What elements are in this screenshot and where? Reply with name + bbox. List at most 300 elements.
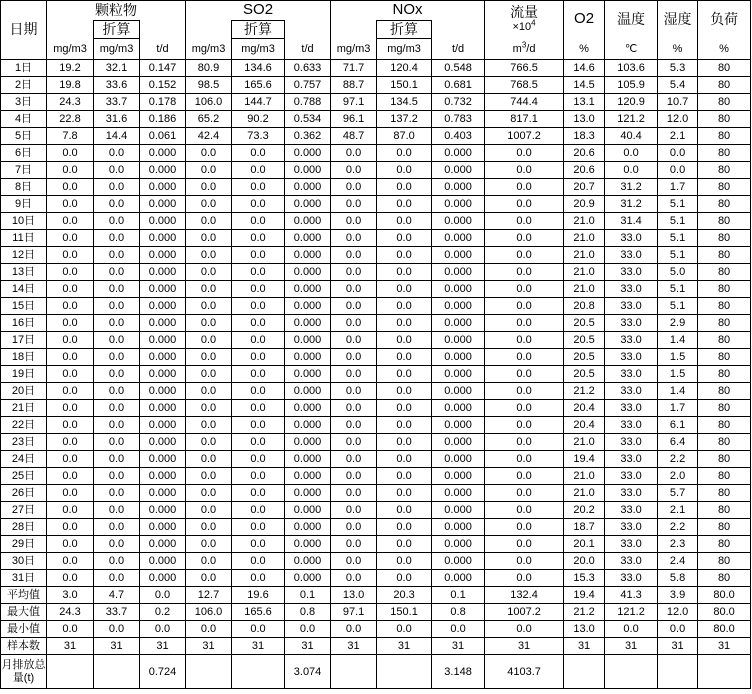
table-cell: 0.0	[485, 570, 564, 587]
table-cell: 0.000	[140, 468, 186, 485]
table-cell: 20.6	[564, 162, 605, 179]
table-cell: 0.0	[94, 145, 140, 162]
row-label: 31日	[1, 570, 47, 587]
table-cell: 0.0	[485, 366, 564, 383]
table-cell: 0.0	[94, 417, 140, 434]
table-cell: 0.000	[432, 281, 485, 298]
table-cell: 0.000	[285, 230, 331, 247]
table-cell: 80.0	[698, 621, 751, 638]
table-row	[1, 604, 751, 621]
table-cell: 0.0	[232, 485, 285, 502]
table-cell: 5.1	[658, 213, 698, 230]
table-cell: 0.0	[485, 553, 564, 570]
table-cell: 0.000	[285, 451, 331, 468]
table-cell: 0.0	[186, 332, 232, 349]
table-cell: 0.0	[485, 213, 564, 230]
table-cell: 80	[698, 332, 751, 349]
table-cell: 48.7	[331, 128, 377, 145]
table-cell: 21.0	[564, 281, 605, 298]
table-cell: 21.2	[564, 604, 605, 621]
table-cell: 0.0	[47, 162, 94, 179]
table-cell: 103.6	[605, 60, 658, 77]
table-row	[1, 570, 751, 587]
table-cell: 0.534	[285, 111, 331, 128]
table-cell: 120.9	[605, 94, 658, 111]
table-cell: 0.0	[485, 485, 564, 502]
table-cell: 24.3	[47, 94, 94, 111]
table-cell: 21.0	[564, 485, 605, 502]
table-cell: 0.000	[285, 519, 331, 536]
row-label: 平均值	[1, 587, 47, 604]
table-cell: 20.5	[564, 315, 605, 332]
table-cell: 20.5	[564, 332, 605, 349]
table-cell: 0.0	[331, 553, 377, 570]
table-cell: 0.000	[285, 315, 331, 332]
table-cell: 33.0	[605, 519, 658, 536]
table-cell: 0.0	[186, 349, 232, 366]
unit-particulate-converted-mgm3: mg/m3	[94, 39, 140, 60]
row-label: 29日	[1, 536, 47, 553]
table-cell: 24.3	[47, 604, 94, 621]
table-cell: 0.000	[285, 434, 331, 451]
table-cell: 0.0	[331, 281, 377, 298]
table-cell: 0.000	[285, 332, 331, 349]
table-cell: 0.0	[377, 264, 432, 281]
table-cell: 3.0	[47, 587, 94, 604]
monthly-total-nox: 3.148	[432, 655, 485, 689]
table-cell: 0.0	[186, 553, 232, 570]
table-cell: 132.4	[485, 587, 564, 604]
table-cell: 0.0	[377, 332, 432, 349]
table-cell: 33.0	[605, 264, 658, 281]
table-cell: 42.4	[186, 128, 232, 145]
table-cell: 0.757	[285, 77, 331, 94]
row-label: 30日	[1, 553, 47, 570]
table-cell: 0.0	[94, 298, 140, 315]
table-row	[1, 451, 751, 468]
table-cell: 0.0	[331, 383, 377, 400]
table-cell: 20.3	[377, 587, 432, 604]
table-cell: 0.0	[232, 196, 285, 213]
table-cell: 0.0	[186, 502, 232, 519]
row-label: 5日	[1, 128, 47, 145]
table-row	[1, 519, 751, 536]
table-row	[1, 94, 751, 111]
table-cell: 0.000	[432, 145, 485, 162]
table-cell: 0.000	[432, 417, 485, 434]
table-cell: 20.2	[564, 502, 605, 519]
table-cell: 0.000	[432, 553, 485, 570]
table-cell: 0.0	[232, 570, 285, 587]
table-cell: 0.000	[140, 179, 186, 196]
table-cell: 0.0	[47, 468, 94, 485]
table-cell: 0.0	[47, 400, 94, 417]
row-label: 22日	[1, 417, 47, 434]
row-label: 17日	[1, 332, 47, 349]
table-cell: 0.000	[140, 366, 186, 383]
table-cell: 0.0	[94, 451, 140, 468]
table-row	[1, 502, 751, 519]
table-cell: 18.7	[564, 519, 605, 536]
table-cell: 0.0	[331, 264, 377, 281]
table-cell: 0.0	[331, 536, 377, 553]
table-cell: 80	[698, 519, 751, 536]
table-cell: 31	[331, 638, 377, 655]
row-label: 24日	[1, 451, 47, 468]
table-cell: 33.0	[605, 468, 658, 485]
table-cell: 0.0	[94, 247, 140, 264]
table-row	[1, 298, 751, 315]
table-cell: 0.000	[432, 349, 485, 366]
table-row	[1, 264, 751, 281]
table-cell: 0.000	[140, 332, 186, 349]
row-label: 15日	[1, 298, 47, 315]
table-cell: 0.000	[140, 570, 186, 587]
table-cell: 0.0	[47, 485, 94, 502]
table-cell: 0.0	[485, 383, 564, 400]
table-cell: 5.1	[658, 247, 698, 264]
table-cell: 0.000	[140, 400, 186, 417]
table-cell: 0.0	[232, 434, 285, 451]
header-so2: SO2	[186, 1, 331, 21]
table-cell: 0.0	[94, 536, 140, 553]
table-cell: 0.000	[432, 264, 485, 281]
table-cell: 0.0	[331, 621, 377, 638]
unit-so2-mgm3: mg/m3	[186, 39, 232, 60]
table-cell: 0.0	[232, 519, 285, 536]
unit-nox-td: t/d	[432, 39, 485, 60]
table-cell: 31	[658, 638, 698, 655]
table-cell: 31.2	[605, 179, 658, 196]
table-cell: 0.0	[186, 485, 232, 502]
table-cell: 80	[698, 570, 751, 587]
table-cell: 0.000	[285, 536, 331, 553]
table-cell: 0.0	[47, 145, 94, 162]
table-cell: 0.000	[432, 213, 485, 230]
table-cell: 0.000	[285, 213, 331, 230]
table-cell: 0.000	[432, 451, 485, 468]
table-cell: 0.0	[331, 298, 377, 315]
table-cell: 80	[698, 502, 751, 519]
table-row	[1, 128, 751, 145]
table-cell: 0.0	[331, 451, 377, 468]
table-cell: 0.0	[377, 553, 432, 570]
table-cell: 21.0	[564, 264, 605, 281]
table-cell: 1.7	[658, 400, 698, 417]
table-cell: 0.0	[485, 400, 564, 417]
table-cell: 20.4	[564, 417, 605, 434]
table-cell: 0.000	[285, 366, 331, 383]
table-cell: 80.9	[186, 60, 232, 77]
table-cell: 96.1	[331, 111, 377, 128]
table-cell: 0.0	[186, 621, 232, 638]
table-cell: 0.0	[47, 553, 94, 570]
table-cell: 0.0	[47, 281, 94, 298]
table-cell: 0.0	[232, 145, 285, 162]
table-cell: 20.6	[564, 145, 605, 162]
table-cell: 1.4	[658, 383, 698, 400]
table-cell: 0.0	[186, 519, 232, 536]
table-cell: 5.1	[658, 298, 698, 315]
table-cell: 5.1	[658, 230, 698, 247]
table-cell: 0.0	[186, 247, 232, 264]
table-cell: 0.0	[186, 196, 232, 213]
table-cell: 0.0	[232, 179, 285, 196]
row-label: 19日	[1, 366, 47, 383]
table-cell: 0.061	[140, 128, 186, 145]
table-cell: 0.0	[186, 264, 232, 281]
table-cell: 0.0	[94, 349, 140, 366]
table-cell: 0.000	[140, 434, 186, 451]
table-cell: 80	[698, 247, 751, 264]
table-row	[1, 230, 751, 247]
table-cell: 0.0	[377, 417, 432, 434]
table-row	[1, 383, 751, 400]
row-label: 4日	[1, 111, 47, 128]
table-cell: 0.0	[47, 179, 94, 196]
table-cell: 0.0	[485, 247, 564, 264]
table-cell: 0.0	[186, 417, 232, 434]
table-cell: 80	[698, 162, 751, 179]
table-cell: 0.0	[232, 383, 285, 400]
row-label: 26日	[1, 485, 47, 502]
table-row	[1, 247, 751, 264]
table-cell: 80	[698, 536, 751, 553]
table-cell: 0.0	[186, 468, 232, 485]
table-header	[1, 1, 751, 60]
table-cell: 33.0	[605, 366, 658, 383]
table-cell: 80	[698, 77, 751, 94]
table-cell: 134.6	[232, 60, 285, 77]
row-label: 7日	[1, 162, 47, 179]
table-cell: 80	[698, 213, 751, 230]
table-cell: 0.000	[285, 400, 331, 417]
table-cell: 0.186	[140, 111, 186, 128]
table-cell: 31	[564, 638, 605, 655]
table-cell: 0.000	[432, 434, 485, 451]
monthly-total-flow: 4103.7	[485, 655, 564, 689]
table-cell: 88.7	[331, 77, 377, 94]
row-label: 14日	[1, 281, 47, 298]
table-cell: 13.0	[331, 587, 377, 604]
table-cell: 0.0	[186, 434, 232, 451]
row-label: 10日	[1, 213, 47, 230]
table-cell: 0.000	[285, 281, 331, 298]
table-cell: 33.0	[605, 451, 658, 468]
table-cell: 0.000	[140, 383, 186, 400]
table-row	[1, 366, 751, 383]
row-label: 25日	[1, 468, 47, 485]
table-cell: 31.2	[605, 196, 658, 213]
table-cell: 0.0	[186, 179, 232, 196]
table-cell: 0.0	[94, 315, 140, 332]
table-cell: 0.0	[232, 247, 285, 264]
table-cell: 31	[232, 638, 285, 655]
table-cell: 0.0	[186, 400, 232, 417]
table-cell: 0.0	[47, 230, 94, 247]
table-cell: 0.0	[485, 349, 564, 366]
table-cell: 0.000	[285, 145, 331, 162]
table-cell: 20.9	[564, 196, 605, 213]
table-cell: 80	[698, 434, 751, 451]
table-body	[1, 60, 751, 655]
table-cell: 98.5	[186, 77, 232, 94]
unit-so2-converted-mgm3: mg/m3	[232, 39, 285, 60]
header-particulate-converted: 折算	[94, 21, 140, 39]
table-cell: 0.403	[432, 128, 485, 145]
table-cell: 21.0	[564, 230, 605, 247]
table-cell: 768.5	[485, 77, 564, 94]
table-cell: 80	[698, 298, 751, 315]
table-cell: 0.000	[285, 417, 331, 434]
table-cell: 0.0	[94, 553, 140, 570]
table-cell: 0.0	[47, 349, 94, 366]
row-label: 样本数	[1, 638, 47, 655]
table-cell: 0.0	[232, 621, 285, 638]
table-cell: 31	[698, 638, 751, 655]
table-cell: 106.0	[186, 94, 232, 111]
table-cell: 0.0	[331, 417, 377, 434]
unit-nox-converted-mgm3: mg/m3	[377, 39, 432, 60]
table-cell: 0.0	[186, 383, 232, 400]
table-cell: 0.0	[658, 621, 698, 638]
table-cell: 33.0	[605, 383, 658, 400]
table-cell: 0.0	[331, 315, 377, 332]
table-cell: 0.0	[331, 332, 377, 349]
table-cell: 21.0	[564, 247, 605, 264]
row-label: 16日	[1, 315, 47, 332]
table-cell: 0.681	[432, 77, 485, 94]
table-cell: 0.0	[232, 553, 285, 570]
table-cell: 0.000	[140, 196, 186, 213]
table-cell: 31	[485, 638, 564, 655]
table-cell: 0.000	[140, 349, 186, 366]
table-cell: 0.000	[140, 519, 186, 536]
row-label: 12日	[1, 247, 47, 264]
table-cell: 0.147	[140, 60, 186, 77]
table-cell: 40.4	[605, 128, 658, 145]
table-cell: 0.0	[94, 434, 140, 451]
table-cell: 150.1	[377, 77, 432, 94]
table-cell: 0.0	[232, 417, 285, 434]
table-cell: 0.000	[140, 145, 186, 162]
table-cell: 2.3	[658, 536, 698, 553]
table-cell: 0.2	[140, 604, 186, 621]
table-cell: 0.000	[432, 247, 485, 264]
table-cell: 0.0	[232, 366, 285, 383]
table-cell: 0.0	[331, 366, 377, 383]
table-cell: 0.0	[232, 298, 285, 315]
table-cell: 0.0	[331, 230, 377, 247]
table-cell: 80	[698, 383, 751, 400]
table-cell: 0.0	[186, 451, 232, 468]
table-cell: 33.0	[605, 315, 658, 332]
table-cell: 32.1	[94, 60, 140, 77]
table-cell: 0.0	[47, 332, 94, 349]
table-cell: 0.0	[377, 400, 432, 417]
table-cell: 0.000	[140, 264, 186, 281]
table-cell: 0.0	[377, 281, 432, 298]
table-cell: 80	[698, 366, 751, 383]
header-load: 负荷	[698, 1, 751, 39]
table-cell: 2.1	[658, 128, 698, 145]
table-cell: 0.0	[658, 162, 698, 179]
table-row	[1, 400, 751, 417]
row-label: 8日	[1, 179, 47, 196]
row-label: 9日	[1, 196, 47, 213]
table-cell: 4.7	[94, 587, 140, 604]
row-label: 11日	[1, 230, 47, 247]
table-cell: 19.4	[564, 587, 605, 604]
table-cell: 0.0	[377, 230, 432, 247]
header-flow: 流量 $\times 10^4$	[485, 1, 564, 39]
table-cell: 20.1	[564, 536, 605, 553]
table-cell: 14.4	[94, 128, 140, 145]
table-cell: 0.0	[485, 536, 564, 553]
table-cell: 137.2	[377, 111, 432, 128]
table-cell: 0.0	[232, 536, 285, 553]
table-cell: 80	[698, 264, 751, 281]
table-row	[1, 213, 751, 230]
unit-o2: %	[564, 39, 605, 60]
table-cell: 0.0	[186, 570, 232, 587]
unit-nox-mgm3: mg/m3	[331, 39, 377, 60]
table-cell: 13.0	[564, 111, 605, 128]
table-cell: 0.0	[186, 315, 232, 332]
table-cell: 0.0	[485, 502, 564, 519]
table-cell: 0.000	[432, 536, 485, 553]
table-cell: 33.0	[605, 298, 658, 315]
table-cell: 0.000	[432, 315, 485, 332]
table-cell: 0.548	[432, 60, 485, 77]
table-cell: 0.0	[94, 230, 140, 247]
table-cell: 0.732	[432, 94, 485, 111]
table-cell: 0.0	[377, 196, 432, 213]
row-label: 最大值	[1, 604, 47, 621]
table-cell: 0.0	[485, 162, 564, 179]
monthly-total-so2: 3.074	[285, 655, 331, 689]
table-cell: 0.0	[94, 213, 140, 230]
table-cell: 0.8	[285, 604, 331, 621]
table-cell: 0.0	[47, 196, 94, 213]
table-cell: 6.1	[658, 417, 698, 434]
table-row	[1, 536, 751, 553]
table-cell: 0.000	[140, 298, 186, 315]
table-cell: 33.0	[605, 400, 658, 417]
table-cell: 0.0	[94, 281, 140, 298]
table-cell: 13.0	[564, 621, 605, 638]
table-cell: 0.0	[94, 332, 140, 349]
table-row	[1, 468, 751, 485]
table-cell: 0.000	[140, 281, 186, 298]
table-cell: 0.0	[94, 179, 140, 196]
table-cell: 0.0	[331, 468, 377, 485]
table-cell: 0.000	[140, 553, 186, 570]
table-cell: 0.0	[94, 570, 140, 587]
table-cell: 0.0	[605, 621, 658, 638]
table-cell: 80	[698, 400, 751, 417]
table-cell: 0.0	[331, 247, 377, 264]
table-row	[1, 145, 751, 162]
table-cell: 0.000	[140, 162, 186, 179]
table-cell: 0.000	[432, 366, 485, 383]
table-cell: 12.0	[658, 604, 698, 621]
table-cell: 31.4	[605, 213, 658, 230]
table-cell: 80.0	[698, 587, 751, 604]
table-cell: 80	[698, 349, 751, 366]
table-cell: 80	[698, 553, 751, 570]
table-cell: 120.4	[377, 60, 432, 77]
